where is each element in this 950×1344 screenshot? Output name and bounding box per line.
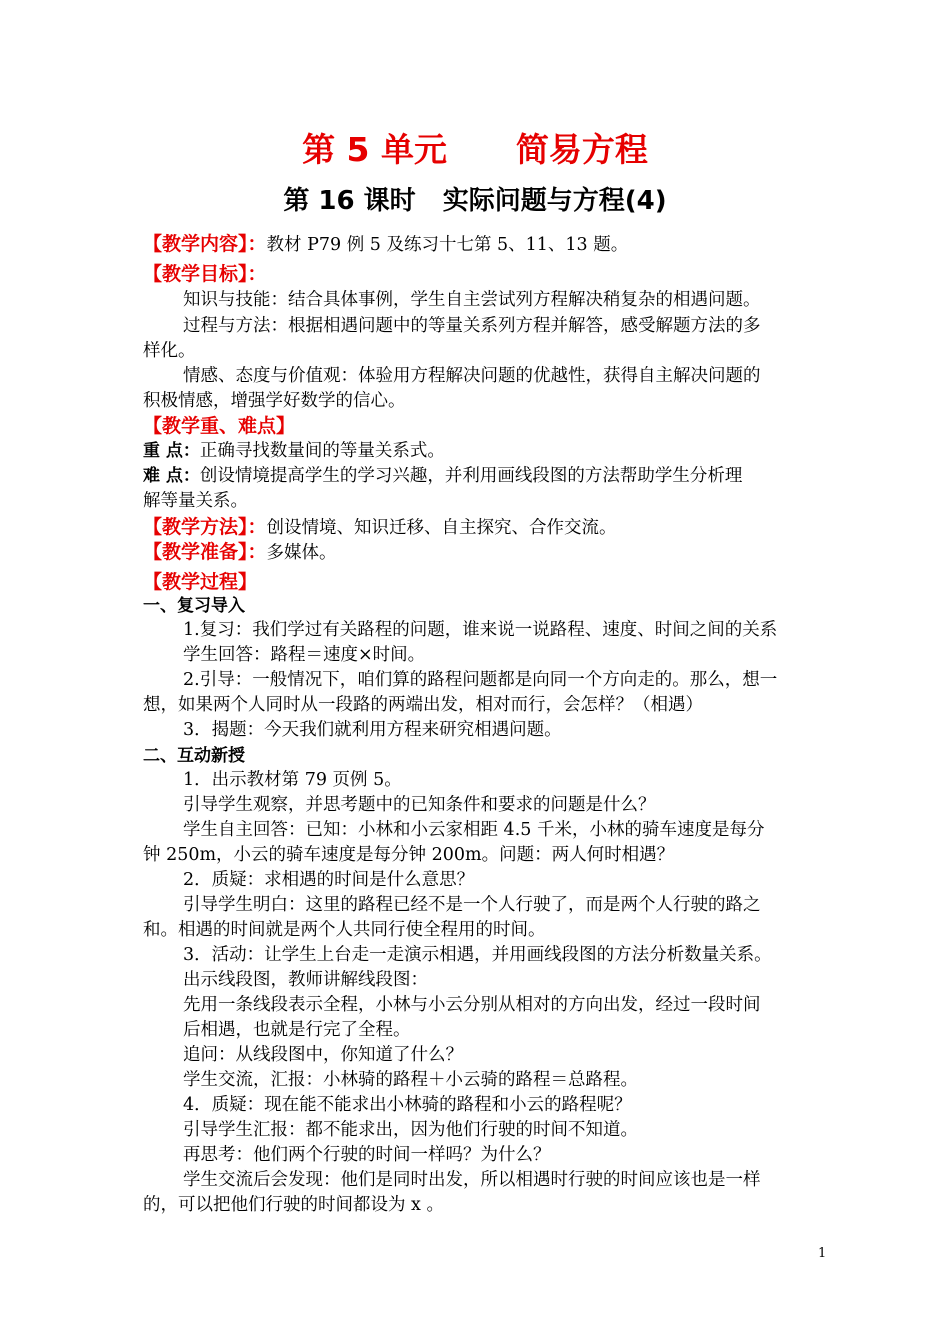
content-colon: ： — [247, 233, 267, 255]
process-row — [143, 570, 257, 594]
process-line: 引导学生明白：这里的路程已经不是一个人行驶了，而是两个人行驶的路之 — [183, 895, 761, 915]
objective-line: 样化。 — [143, 341, 196, 361]
process-line: 后相遇，也就是行完了全程。 — [183, 1020, 411, 1040]
process-line: 1．出示教材第 79 页例 5。 — [183, 770, 402, 790]
process-line: 追问：从线段图中，你知道了什么？ — [183, 1045, 463, 1065]
process-line: 学生回答：路程＝速度×时间。 — [183, 645, 426, 665]
objectives-row — [143, 262, 267, 286]
difficulty-row — [143, 464, 742, 488]
lesson-title: 第 16 课时 实际问题与方程(4) — [283, 186, 667, 216]
section2-heading: 二、互动新授 — [143, 746, 245, 766]
process-line: 2.引导：一般情况下，咱们算的路程问题都是向同一个方向走的。那么，想一 — [183, 670, 778, 690]
process-line: 想，如果两个人同时从一段路的两端出发，相对而行，会怎样？（相遇） — [143, 695, 703, 715]
methods-text: 创设情境、知识迁移、自主探究、合作交流。 — [266, 518, 617, 538]
process-line: 和。相遇的时间就是两个人共同行使全程用的时间。 — [143, 920, 546, 940]
process-line: 先用一条线段表示全程，小林与小云分别从相对的方向出发，经过一段时间 — [183, 995, 761, 1015]
key-point-text: 正确寻找数量间的等量关系式。 — [199, 441, 445, 461]
key-point-row — [143, 439, 445, 463]
process-line: 钟 250m，小云的骑车速度是每分钟 200m。问题：两人何时相遇？ — [143, 845, 675, 865]
objective-line: 情感、态度与价值观：体验用方程解决问题的优越性，获得自主解决问题的 — [183, 366, 761, 386]
content-row — [143, 232, 628, 256]
process-line: 学生自主回答：已知：小林和小云家相距 4.5 千米，小林的骑车速度是每分 — [183, 820, 765, 840]
objectives-colon: ： — [247, 263, 267, 285]
methods-label: 【教学方法】 — [143, 516, 248, 538]
section-heading — [143, 744, 245, 768]
methods-row — [143, 515, 617, 539]
section1-heading: 一、复习导入 — [143, 596, 245, 616]
process-line: 3．揭题：今天我们就利用方程来研究相遇问题。 — [183, 720, 562, 740]
methods-colon: ： — [247, 516, 267, 538]
content-label: 【教学内容】 — [143, 233, 248, 255]
key-points-label: 【教学重、难点】 — [143, 415, 296, 437]
objective-line: 积极情感，增强学好数学的信心。 — [143, 391, 406, 411]
preparation-row — [143, 540, 337, 564]
process-line: 出示线段图，教师讲解线段图： — [183, 970, 428, 990]
difficulty-label: 难 点： — [143, 466, 200, 486]
content-text: 教材 P79 例 5 及练习十七第 5、11、13 题。 — [266, 235, 629, 255]
process-line: 2．质疑：求相遇的时间是什么意思？ — [183, 870, 475, 890]
objective-line: 过程与方法：根据相遇问题中的等量关系列方程并解答，感受解题方法的多 — [183, 316, 761, 336]
process-line: 3．活动：让学生上台走一走演示相遇，并用画线段图的方法分析数量关系。 — [183, 945, 772, 965]
process-line: 4．质疑：现在能不能求出小林骑的路程和小云的路程呢？ — [183, 1095, 632, 1115]
unit-title: 第 5 单元 简易方程 — [302, 130, 648, 169]
preparation-label: 【教学准备】 — [143, 541, 248, 563]
process-line: 1.复习：我们学过有关路程的问题，谁来说一说路程、速度、时间之间的关系 — [183, 620, 778, 640]
process-line: 再思考：他们两个行驶的时间一样吗？为什么？ — [183, 1145, 551, 1165]
difficulty-text: 创设情境提高学生的学习兴趣，并利用画线段图的方法帮助学生分析理 — [199, 466, 743, 486]
key-point-label: 重 点： — [143, 441, 200, 461]
preparation-colon: ： — [247, 541, 267, 563]
objectives-label: 【教学目标】 — [143, 263, 248, 285]
section-heading — [143, 594, 245, 618]
process-label: 【教学过程】 — [143, 571, 258, 593]
difficulty-text-continued: 解等量关系。 — [143, 491, 248, 511]
process-line: 学生交流后会发现：他们是同时出发，所以相遇时行驶的时间应该也是一样 — [183, 1170, 761, 1190]
process-line: 引导学生观察，并思考题中的已知条件和要求的问题是什么？ — [183, 795, 656, 815]
preparation-text: 多媒体。 — [266, 543, 337, 563]
key-points-row — [143, 414, 295, 438]
page-number: 1 — [818, 1246, 827, 1261]
process-line: 引导学生汇报：都不能求出，因为他们行驶的时间不知道。 — [183, 1120, 638, 1140]
objective-line: 知识与技能：结合具体事例，学生自主尝试列方程解决稍复杂的相遇问题。 — [183, 290, 761, 310]
process-line: 学生交流，汇报：小林骑的路程＋小云骑的路程＝总路程。 — [183, 1070, 638, 1090]
process-line: 的，可以把他们行驶的时间都设为 x 。 — [143, 1195, 444, 1215]
